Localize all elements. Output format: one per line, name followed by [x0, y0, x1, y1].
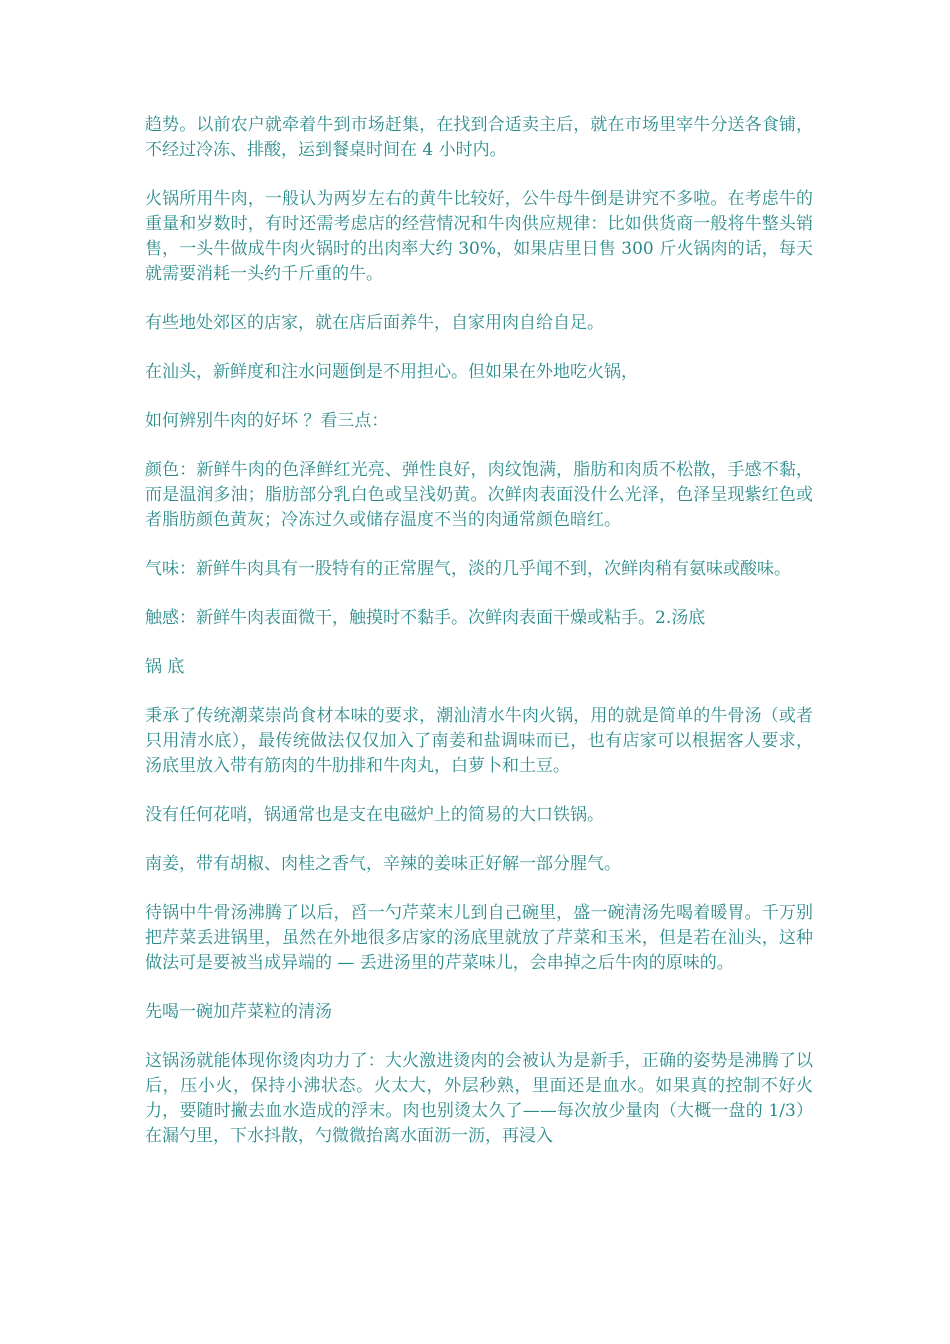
section-heading-pot-base: 锅 底 — [145, 657, 185, 677]
paragraph-simple-pot: 没有任何花哨，锅通常也是支在电磁炉上的简易的大口铁锅。 — [145, 805, 604, 825]
paragraph-beef-selection: 火锅所用牛肉，一般认为两岁左右的黄牛比较好，公牛母牛倒是讲究不多啦。在考虑牛的重量和岁数时，有时还需考虑店的经营情况和牛肉供应规律：比如供货商一般将牛整头销售，一头牛做成牛肉火锅时的出肉率大约 30%，如果店里日售 300 斤火锅肉的话，每天就需要消耗一头约千斤重的牛。 — [145, 189, 813, 284]
paragraph-smell: 气味：新鲜牛肉具有一股特有的正常腥气，淡的几乎闻不到，次鲜肉稍有氨味或酸味。 — [145, 559, 791, 579]
paragraph-broth-tradition: 秉承了传统潮菜崇尚食材本味的要求，潮汕清水牛肉火锅，用的就是简单的牛骨汤（或者只用清水底），最传统做法仅仅加入了南姜和盐调味而已，也有店家可以根据客人要求，汤底里放入带有筋肉的牛肋排和牛肉丸，白萝卜和土豆。 — [145, 706, 813, 776]
paragraph-trend: 趋势。以前农户就牵着牛到市场赶集，在找到合适卖主后，就在市场里宰牛分送各食铺，不经过冷冻、排酸，运到餐桌时间在 4 小时内。 — [145, 115, 813, 160]
paragraph-shantou-freshness: 在汕头，新鲜度和注水问题倒是不用担心。但如果在外地吃火锅， — [145, 362, 638, 382]
paragraph-touch: 触感：新鲜牛肉表面微干，触摸时不黏手。次鲜肉表面干燥或粘手。2.汤底 — [145, 608, 706, 628]
document-body — [145, 113, 813, 1173]
paragraph-suburban-shops: 有些地处郊区的店家，就在店后面养牛，自家用肉自给自足。 — [145, 313, 604, 333]
paragraph-celery-soup: 待锅中牛骨汤沸腾了以后，舀一勺芹菜末儿到自己碗里，盛一碗清汤先喝着暖胃。千万别把芹菜丢进锅里，虽然在外地很多店家的汤底里就放了芹菜和玉米，但是若在汕头，这种做法可是要被当成异端的 — 丢进汤里的芹菜味儿，会串掉之后牛肉的原味的。 — [145, 903, 813, 973]
paragraph-cooking-skill: 这锅汤就能体现你烫肉功力了：大火激进烫肉的会被认为是新手，正确的姿势是沸腾了以后，压小火，保持小沸状态。火太大，外层秒熟，里面还是血水。如果真的控制不好火力，要随时撇去血水造成的浮末。肉也别烫太久了——每次放少量肉（大概一盘的 1/3）在漏勺里，下水抖散，勺微微抬离水面沥一沥，再浸入 — [145, 1051, 813, 1146]
paragraph-color: 颜色：新鲜牛肉的色泽鲜红光亮、弹性良好，肉纹饱满，脂肪和肉质不松散，手感不黏，而是温润多油；脂肪部分乳白色或呈浅奶黄。次鲜肉表面没什么光泽，色泽呈现紫红色或者脂肪颜色黄灰；冷冻过久或储存温度不当的肉通常颜色暗红。 — [145, 460, 813, 530]
paragraph-caption-celery: 先喝一碗加芹菜粒的清汤 — [145, 1002, 332, 1022]
paragraph-how-to-judge: 如何辨别牛肉的好坏 ？看三点： — [145, 411, 389, 431]
paragraph-nanjiang: 南姜，带有胡椒、肉桂之香气，辛辣的姜味正好解一部分腥气。 — [145, 854, 621, 874]
